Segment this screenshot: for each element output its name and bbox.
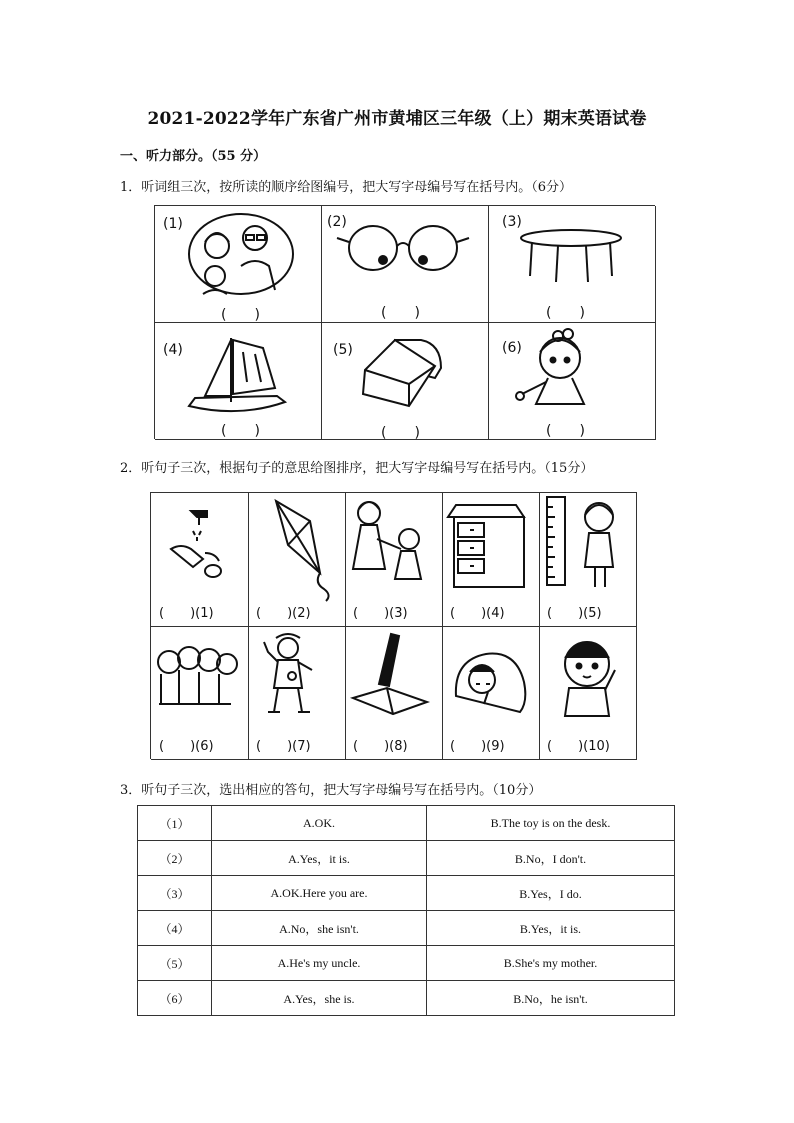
question-1-picture-grid bbox=[154, 205, 655, 439]
answer-bracket[interactable]: ( ) bbox=[381, 305, 420, 321]
question-3-instruction: 3．听句子三次，选出相应的答句，把大写字母编号写在括号内。（10分） bbox=[120, 783, 542, 798]
picture-cell-3 bbox=[488, 206, 656, 323]
table-row bbox=[138, 946, 675, 981]
option-a[interactable]: A.He's my uncle. bbox=[212, 946, 427, 981]
picture-cell-5 bbox=[539, 493, 637, 627]
picture-cell-6 bbox=[488, 322, 656, 440]
answer-label[interactable]: ( )(8) bbox=[353, 739, 408, 754]
answer-bracket[interactable]: ( ) bbox=[546, 423, 585, 439]
answer-label[interactable]: ( )(9) bbox=[450, 739, 505, 754]
table-row bbox=[138, 806, 675, 841]
picture-cell-2 bbox=[248, 493, 346, 627]
option-a[interactable]: A.No，she isn't. bbox=[212, 911, 427, 946]
picture-cell-2 bbox=[321, 206, 489, 323]
option-a[interactable]: A.Yes，it is. bbox=[212, 841, 427, 876]
section-heading: 一、听力部分。（55 分） bbox=[120, 149, 267, 164]
picture-cell-5 bbox=[321, 322, 489, 440]
answer-label[interactable]: ( )(7) bbox=[256, 739, 311, 754]
picture-number: (3) bbox=[502, 214, 522, 230]
option-b[interactable]: B.Yes，it is. bbox=[427, 911, 675, 946]
answer-label[interactable]: ( )(1) bbox=[159, 606, 214, 621]
option-b[interactable]: B.The toy is on the desk. bbox=[427, 806, 675, 841]
answer-bracket[interactable]: ( ) bbox=[381, 425, 420, 441]
answer-label[interactable]: ( )(3) bbox=[353, 606, 408, 621]
picture-number: (2) bbox=[327, 214, 347, 230]
row-number: （3） bbox=[138, 876, 212, 911]
question-3-answer-table bbox=[137, 805, 675, 1016]
option-a[interactable]: A.OK.Here you are. bbox=[212, 876, 427, 911]
option-b[interactable]: B.No，I don't. bbox=[427, 841, 675, 876]
option-b[interactable]: B.She's my mother. bbox=[427, 946, 675, 981]
picture-number: (6) bbox=[502, 340, 522, 356]
picture-number: (1) bbox=[163, 216, 183, 232]
picture-cell-3 bbox=[345, 493, 443, 627]
question-2-instruction: 2．听句子三次，根据句子的意思给图排序，把大写字母编号写在括号内。（15分） bbox=[120, 461, 594, 476]
picture-cell-1 bbox=[155, 206, 322, 323]
row-number: （5） bbox=[138, 946, 212, 981]
picture-cell-10 bbox=[539, 626, 637, 760]
picture-cell-1 bbox=[151, 493, 249, 627]
table-row bbox=[138, 841, 675, 876]
row-number: （4） bbox=[138, 911, 212, 946]
answer-bracket[interactable]: ( ) bbox=[546, 305, 585, 321]
picture-number: (5) bbox=[333, 342, 353, 358]
row-number: （6） bbox=[138, 981, 212, 1016]
question-1-instruction: 1．听词组三次，按所读的顺序给图编号，把大写字母编号写在括号内。（6分） bbox=[120, 180, 573, 195]
answer-bracket[interactable]: ( ) bbox=[221, 423, 260, 439]
picture-cell-6 bbox=[151, 626, 249, 760]
option-b[interactable]: B.No，he isn't. bbox=[427, 981, 675, 1016]
answer-label[interactable]: ( )(6) bbox=[159, 739, 214, 754]
picture-cell-4 bbox=[442, 493, 540, 627]
table-row bbox=[138, 876, 675, 911]
row-number: （2） bbox=[138, 841, 212, 876]
page-title: 2021-2022学年广东省广州市黄埔区三年级（上）期末英语试卷 bbox=[147, 109, 647, 129]
picture-cell-7 bbox=[248, 626, 346, 760]
option-a[interactable]: A.OK. bbox=[212, 806, 427, 841]
option-b[interactable]: B.Yes，I do. bbox=[427, 876, 675, 911]
table-row bbox=[138, 911, 675, 946]
picture-cell-9 bbox=[442, 626, 540, 760]
picture-cell-8 bbox=[345, 626, 443, 760]
picture-cell-4 bbox=[155, 322, 322, 440]
option-a[interactable]: A.Yes，she is. bbox=[212, 981, 427, 1016]
answer-bracket[interactable]: ( ) bbox=[221, 307, 260, 323]
answer-label[interactable]: ( )(5) bbox=[547, 606, 602, 621]
question-2-picture-grid bbox=[150, 492, 637, 759]
answer-label[interactable]: ( )(4) bbox=[450, 606, 505, 621]
answer-label[interactable]: ( )(10) bbox=[547, 739, 610, 754]
picture-number: (4) bbox=[163, 342, 183, 358]
row-number: （1） bbox=[138, 806, 212, 841]
answer-label[interactable]: ( )(2) bbox=[256, 606, 311, 621]
table-row bbox=[138, 981, 675, 1016]
